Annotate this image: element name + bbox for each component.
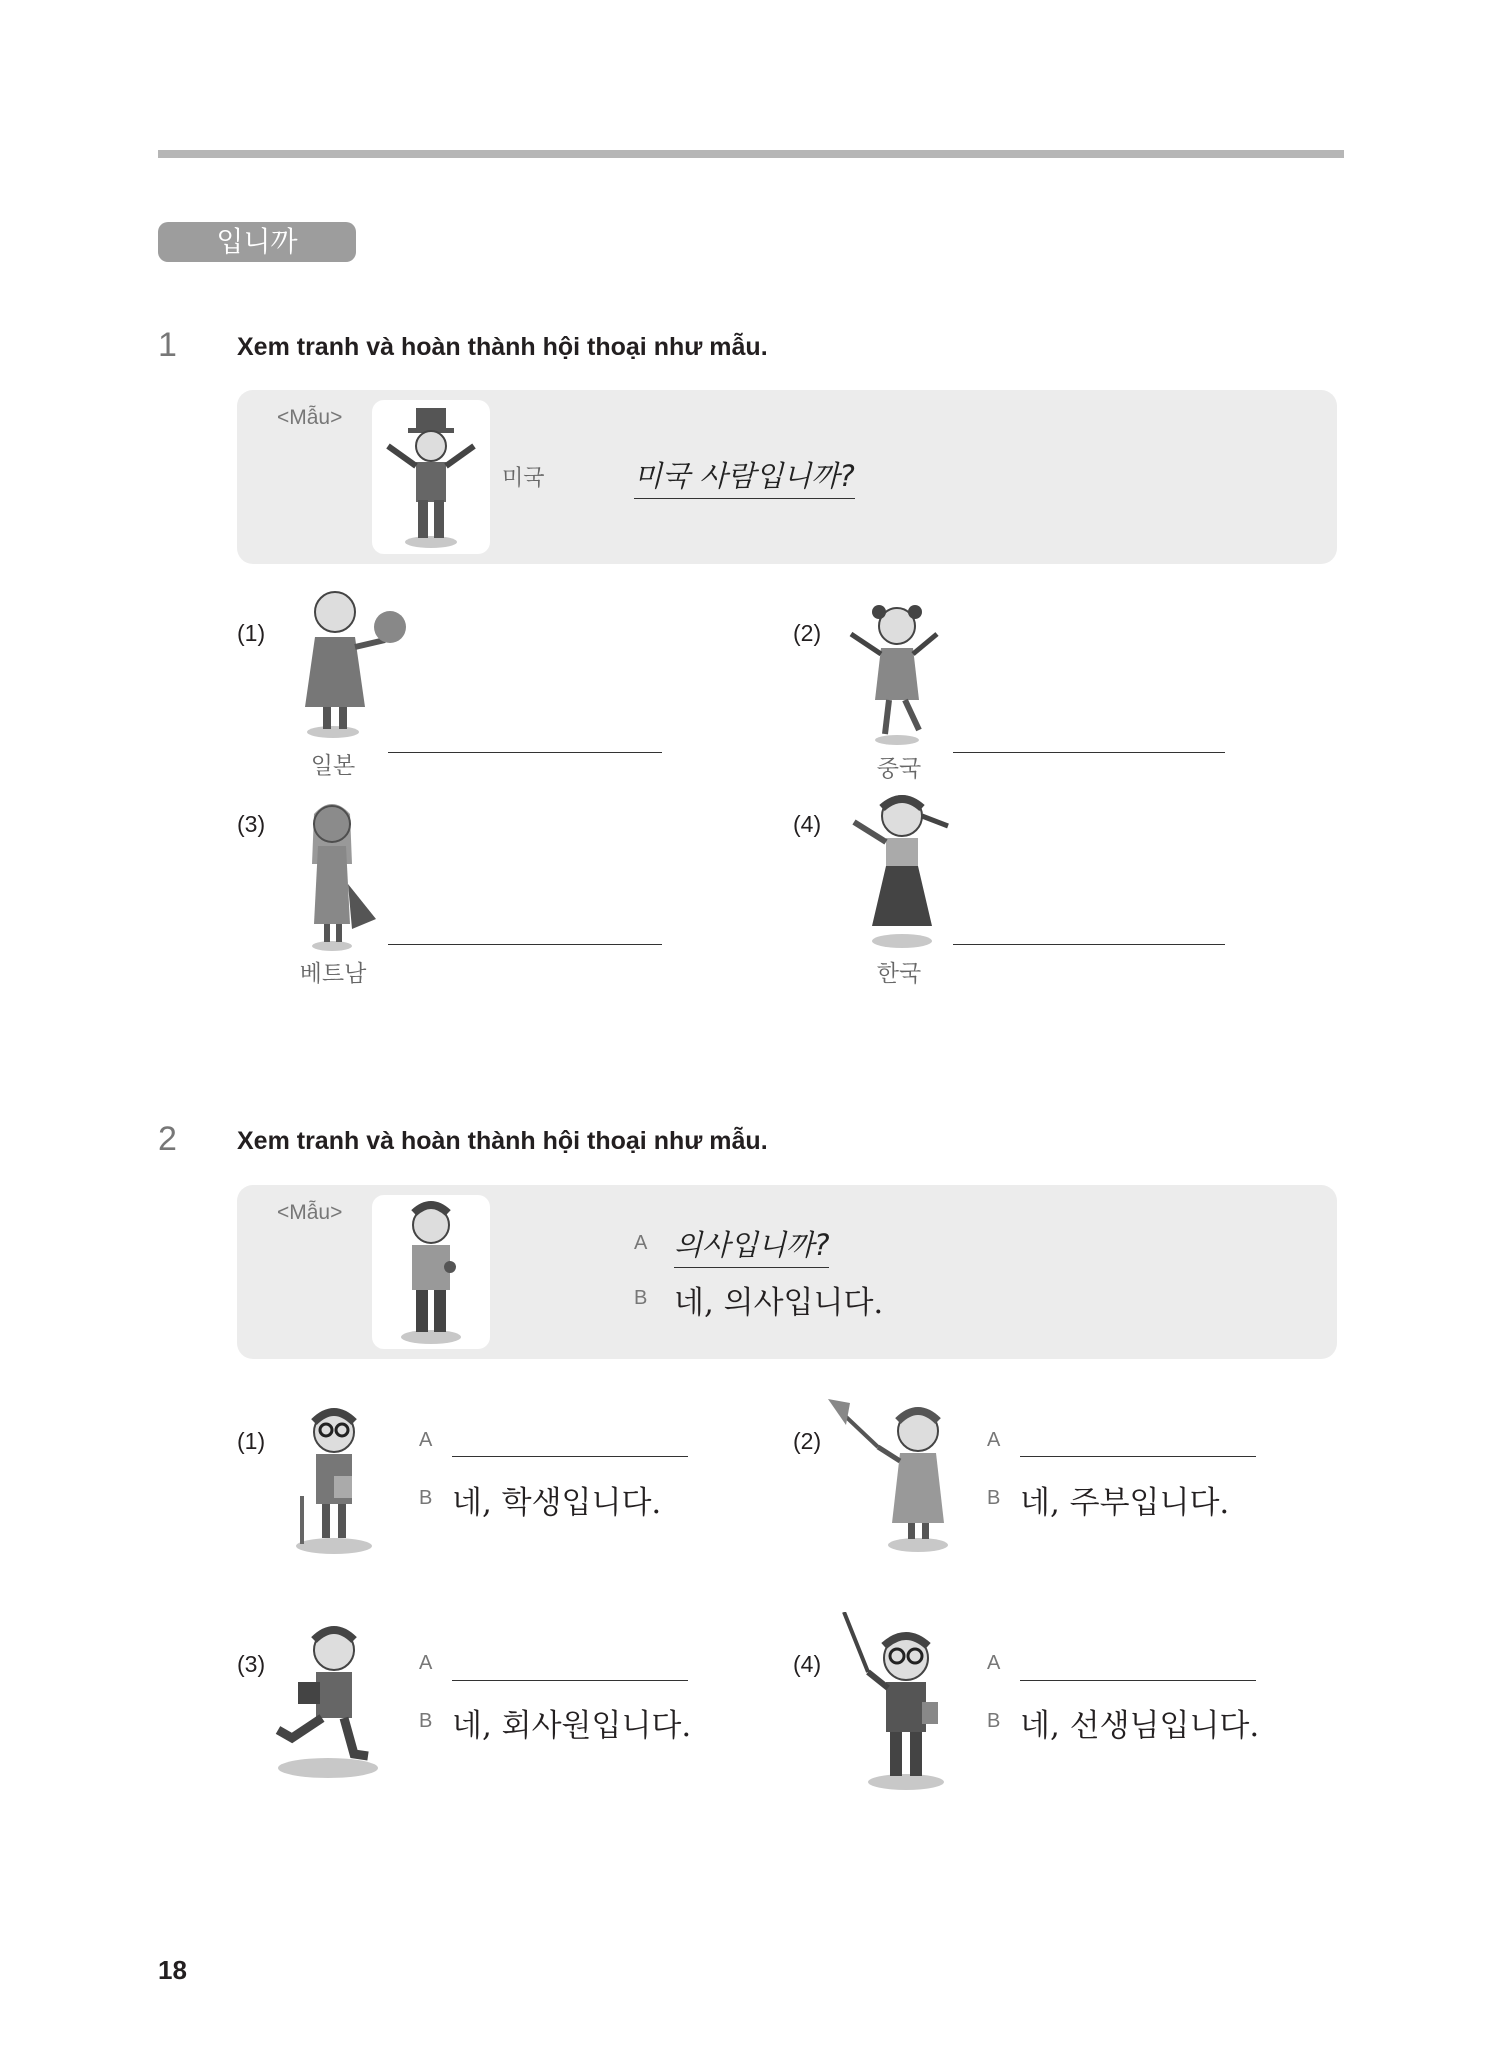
japanese-man-illustration [285, 582, 415, 742]
top-rule [158, 150, 1344, 158]
ex1-item-4-caption: 한국 [876, 961, 922, 987]
ex2-item-1-b-label: B [419, 1487, 433, 1509]
ex2-item-4-b-label: B [987, 1710, 1001, 1732]
ex1-item-1-answer-line[interactable] [388, 752, 662, 753]
ex2-item-2-a-label: A [987, 1429, 1001, 1451]
ex2-item-4-answer-line[interactable] [1020, 1680, 1256, 1681]
model-a-text: 의사입니까? [674, 1223, 829, 1268]
exercise-2-instruction: Xem tranh và hoàn thành hội thoại như mẫu. [237, 1127, 768, 1155]
american-man-illustration [372, 400, 490, 554]
vietnamese-woman-illustration [290, 794, 390, 954]
ex2-item-1-answer-line[interactable] [452, 1456, 688, 1457]
exercise-1-model-box [237, 390, 1337, 564]
chinese-girl-illustration [835, 600, 955, 748]
doctor-illustration [372, 1195, 490, 1349]
model-answer: 미국 사람입니까? [634, 454, 855, 499]
ex1-item-3-number: (3) [237, 811, 266, 837]
ex1-item-1-caption: 일본 [310, 753, 356, 779]
ex1-item-2-answer-line[interactable] [953, 752, 1225, 753]
ex2-item-4-number: (4) [793, 1651, 822, 1677]
office-worker-illustration [272, 1618, 392, 1780]
model-a-label: A [634, 1232, 648, 1254]
page-number: 18 [158, 1955, 187, 1985]
exercise-1-instruction: Xem tranh và hoàn thành hội thoại như mẫu. [237, 333, 768, 361]
ex1-item-4-answer-line[interactable] [953, 944, 1225, 945]
ex2-item-1-b-text: 네, 학생입니다. [452, 1485, 662, 1521]
housewife-illustration [826, 1395, 966, 1555]
ex2-item-2-number: (2) [793, 1428, 822, 1454]
model-word: 미국 [502, 466, 545, 491]
exercise-2-model-box [237, 1185, 1337, 1359]
model-b-label: B [634, 1287, 648, 1309]
ex2-item-3-b-label: B [419, 1710, 433, 1732]
ex2-item-2-b-text: 네, 주부입니다. [1020, 1485, 1230, 1521]
ex2-item-3-answer-line[interactable] [452, 1680, 688, 1681]
ex1-item-1-number: (1) [237, 620, 266, 646]
model-b-text: 네, 의사입니다. [674, 1285, 884, 1321]
ex1-item-3-answer-line[interactable] [388, 944, 662, 945]
ex2-item-3-b-text: 네, 회사원입니다. [452, 1708, 692, 1744]
model-illustration-card [372, 400, 490, 554]
model-illustration-card [372, 1195, 490, 1349]
ex2-item-1-a-label: A [419, 1429, 433, 1451]
ex2-item-4-a-label: A [987, 1652, 1001, 1674]
ex2-item-1-number: (1) [237, 1428, 266, 1454]
ex2-item-3-a-label: A [419, 1652, 433, 1674]
model-label: <Mẫu> [277, 1201, 343, 1224]
ex2-item-2-b-label: B [987, 1487, 1001, 1509]
korean-girl-illustration [840, 786, 960, 951]
section-tag: 입니까 [158, 222, 356, 262]
ex2-item-3-number: (3) [237, 1651, 266, 1677]
ex1-item-2-caption: 중국 [876, 756, 922, 782]
student-illustration [284, 1396, 384, 1556]
ex1-item-3-caption: 베트남 [299, 961, 367, 987]
exercise-1-number: 1 [158, 326, 177, 364]
model-label: <Mẫu> [277, 406, 343, 429]
ex1-item-2-number: (2) [793, 620, 822, 646]
ex2-item-4-b-text: 네, 선생님입니다. [1020, 1708, 1260, 1744]
ex1-item-4-number: (4) [793, 811, 822, 837]
exercise-2-number: 2 [158, 1120, 177, 1158]
teacher-illustration [838, 1612, 958, 1792]
ex2-item-2-answer-line[interactable] [1020, 1456, 1256, 1457]
